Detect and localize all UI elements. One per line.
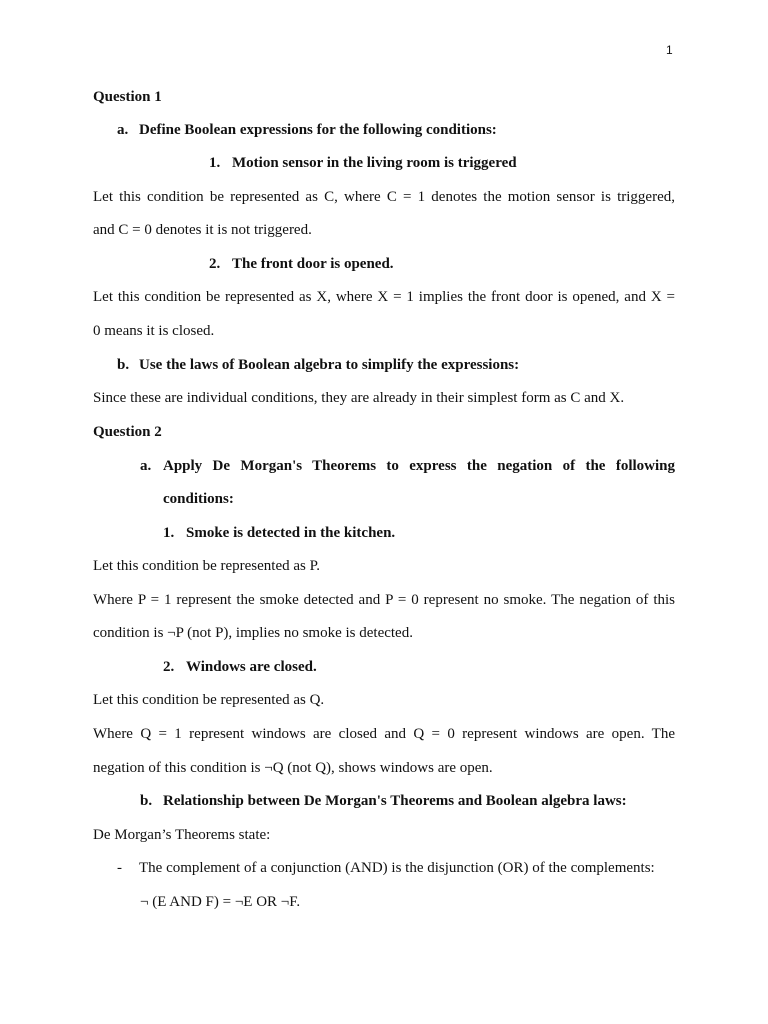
list-marker: 1. bbox=[209, 155, 221, 171]
q2-part-a-title-line-2: conditions: bbox=[163, 491, 234, 507]
q2-item-2-text-2-line-2: negation of this condition is ¬Q (not Q), shows windows are open. bbox=[93, 760, 493, 776]
q1-item-1-text-line-2: and C = 0 denotes it is not triggered. bbox=[93, 222, 312, 238]
q2-item-1-title: Smoke is detected in the kitchen. bbox=[186, 525, 396, 541]
page-number: 1 bbox=[666, 43, 673, 57]
q1-part-b-heading bbox=[117, 356, 699, 374]
q1-item-1-title: Motion sensor in the living room is triggered bbox=[232, 155, 517, 171]
q2-item-1-text-1: Let this condition be represented as P. bbox=[93, 558, 321, 574]
q2-part-a-heading-line-1 bbox=[140, 457, 675, 475]
bullet-item-1 bbox=[117, 859, 675, 877]
q2-part-a-title-line-1: Apply De Morgan's Theorems to express the negation of the following bbox=[163, 458, 675, 474]
q1-part-b-text: Since these are individual conditions, they are already in their simplest form as C and X. bbox=[93, 390, 625, 406]
q2-item-2-text-1: Let this condition be represented as Q. bbox=[93, 692, 325, 708]
q2-part-b-title: Relationship between De Morgan's Theorems and Boolean algebra laws: bbox=[163, 793, 627, 809]
list-marker: 2. bbox=[163, 659, 175, 675]
q1-part-a-title: Define Boolean expressions for the following conditions: bbox=[139, 122, 497, 138]
q1-part-a-heading bbox=[117, 121, 699, 139]
q2-item-2-heading bbox=[163, 658, 745, 676]
q1-item-1-text-line-1: Let this condition be represented as C, where C = 1 denotes the motion sensor is triggered, bbox=[93, 189, 675, 205]
question-1-heading: Question 1 bbox=[93, 89, 162, 105]
bullet-item-1-line-1: The complement of a conjunction (AND) is the disjunction (OR) of the complements: bbox=[139, 860, 655, 876]
list-marker: a. bbox=[140, 458, 152, 474]
q2-item-1-heading bbox=[163, 524, 745, 542]
q2-item-1-text-2-line-1: Where P = 1 represent the smoke detected and P = 0 represent no smoke. The negation of this bbox=[93, 592, 675, 608]
q2-item-2-text-2-line-1: Where Q = 1 represent windows are closed and Q = 0 represent windows are open. The bbox=[93, 726, 675, 742]
q1-item-2-heading bbox=[209, 255, 768, 273]
bullet-item-1-line-2: ¬ (E AND F) = ¬E OR ¬F. bbox=[140, 894, 301, 910]
dash-bullet-marker: - bbox=[117, 860, 122, 876]
list-marker: b. bbox=[117, 357, 130, 373]
list-marker: a. bbox=[117, 122, 129, 138]
list-marker: 1. bbox=[163, 525, 175, 541]
q1-item-2-text-line-2: 0 means it is closed. bbox=[93, 323, 215, 339]
list-marker: b. bbox=[140, 793, 153, 809]
q2-part-b-intro: De Morgan’s Theorems state: bbox=[93, 827, 271, 843]
q2-part-b-heading bbox=[140, 792, 675, 810]
q1-part-b-title: Use the laws of Boolean algebra to simplify the expressions: bbox=[139, 357, 520, 373]
question-2-heading: Question 2 bbox=[93, 424, 162, 440]
list-marker: 2. bbox=[209, 256, 221, 272]
q1-item-2-text-line-1: Let this condition be represented as X, where X = 1 implies the front door is opened, and X = bbox=[93, 289, 675, 305]
q1-item-2-title: The front door is opened. bbox=[232, 256, 394, 272]
q1-item-1-heading bbox=[209, 154, 768, 172]
q2-item-1-text-2-line-2: condition is ¬P (not P), implies no smoke is detected. bbox=[93, 625, 413, 641]
q2-item-2-title: Windows are closed. bbox=[186, 659, 317, 675]
